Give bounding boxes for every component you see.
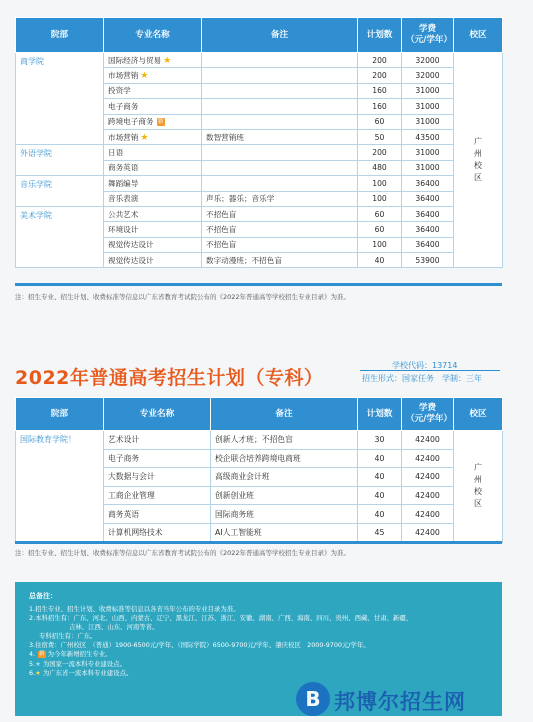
note-line-2: 2.本科招生有：广东、河北、山西、内蒙古、辽宁、黑龙江、江苏、浙江、安徽、湖南、广西、海南、四川、贵州、西藏、甘肃、新疆、 <box>29 614 413 623</box>
cell-remark: 创新人才班；不招色盲 <box>211 431 358 450</box>
new-badge-icon: 新 <box>39 650 45 657</box>
note-4-text: 为今年新增招生专业。 <box>47 650 112 659</box>
cell-fee: 31000 <box>402 83 454 98</box>
cell-major <box>104 253 202 268</box>
cell-fee: 31000 <box>402 160 454 175</box>
cell-major <box>104 523 211 542</box>
cell-major <box>104 206 202 221</box>
cell-fee: 42400 <box>402 449 454 468</box>
cell-major <box>104 83 202 98</box>
major-name: 环境设计 <box>108 224 139 234</box>
cell-plan: 480 <box>358 160 402 175</box>
table-header-row <box>16 18 503 53</box>
major-name: 计算机网络技术 <box>108 528 163 538</box>
major-name: 视觉传达设计 <box>108 255 154 265</box>
cell-fee: 36400 <box>402 191 454 206</box>
header-major: 专业名称 <box>104 398 211 431</box>
cell-major <box>104 129 202 144</box>
cell-fee: 32000 <box>402 68 454 83</box>
header-plan: 计划数 <box>358 18 402 53</box>
cell-remark <box>202 99 358 114</box>
cell-major <box>104 145 202 160</box>
section2-heading: 2022年普通高考招生计划（专科） <box>15 367 324 389</box>
cell-plan: 50 <box>358 129 402 144</box>
major-name: 跨境电子商务 <box>108 117 154 127</box>
campus-name: 广州校区 <box>474 463 482 509</box>
cell-fee: 42400 <box>402 468 454 487</box>
cell-plan: 200 <box>358 53 402 68</box>
cell-major <box>104 191 202 206</box>
cell-plan: 100 <box>358 176 402 191</box>
cell-college: 国际教育学院！ <box>16 431 104 543</box>
undergrad-plan-table <box>15 17 503 268</box>
cell-remark <box>202 83 358 98</box>
cell-major <box>104 468 211 487</box>
cell-plan: 45 <box>358 523 402 542</box>
watermark-mark-icon: B <box>296 682 330 716</box>
cell-remark <box>202 53 358 68</box>
cell-major <box>104 222 202 237</box>
table-row <box>16 176 503 191</box>
cell-plan: 40 <box>358 468 402 487</box>
cell-fee: 31000 <box>402 145 454 160</box>
note-line-6 <box>29 669 488 678</box>
note-line-4 <box>29 650 488 659</box>
cell-plan: 60 <box>358 206 402 221</box>
cell-college: 美术学院 <box>16 206 104 268</box>
major-name: 市场营销 <box>108 71 139 81</box>
header-major: 专业名称 <box>104 18 202 53</box>
cell-major <box>104 160 202 175</box>
cell-fee: 36400 <box>402 222 454 237</box>
cell-major <box>104 505 211 524</box>
cell-major <box>104 486 211 505</box>
note-5-text: 为国家一流本科专业建设点。 <box>42 659 126 668</box>
junior-college-plan-table <box>15 397 503 543</box>
blue-star-icon: ★ <box>35 659 41 668</box>
major-name: 商务英语 <box>108 509 140 519</box>
provincial-first-class-star-icon: ★ <box>163 55 172 66</box>
cell-plan: 30 <box>358 431 402 450</box>
major-name: 市场营销 <box>108 132 139 142</box>
major-name: 日语 <box>108 148 124 158</box>
major-name: 商务英语 <box>108 163 139 173</box>
header-campus: 校区 <box>454 398 503 431</box>
cell-plan: 200 <box>358 145 402 160</box>
major-name: 音乐表演 <box>108 194 139 204</box>
major-name: 公共艺术 <box>108 209 139 219</box>
note-line-5 <box>29 660 488 669</box>
note-line-1: 1.招生专业、招生计划、收费标准等信息以各省当年公布的专业目录为准。 <box>29 604 240 613</box>
cell-major <box>104 114 202 129</box>
cell-major <box>104 449 211 468</box>
cell-remark: 声乐；器乐；音乐学 <box>202 191 358 206</box>
cell-fee: 42400 <box>402 431 454 450</box>
header-fee: 学费 （元/学年） <box>402 18 454 53</box>
cell-plan: 60 <box>358 114 402 129</box>
admission-attributes: 招生形式：国家任务 学制：三年 <box>362 374 482 383</box>
cell-fee: 42400 <box>402 523 454 542</box>
header-campus: 校区 <box>454 18 503 53</box>
cell-plan: 100 <box>358 191 402 206</box>
note-5-number: 5. <box>29 659 36 668</box>
cell-plan: 60 <box>358 222 402 237</box>
header-fee: 学费 （元/学年） <box>402 398 454 431</box>
cell-plan: 160 <box>358 99 402 114</box>
cell-college: 音乐学院 <box>16 176 104 207</box>
note-line-2c: 专科招生有：广东。 <box>39 632 97 641</box>
major-name: 电子商务 <box>108 453 140 463</box>
cell-remark: AI人工智能班 <box>211 523 358 542</box>
major-name: 投资学 <box>108 86 131 96</box>
cell-major <box>104 431 211 450</box>
table-row <box>16 431 503 450</box>
cell-fee: 53900 <box>402 253 454 268</box>
campus-name: 广州校区 <box>474 137 482 183</box>
cell-college: 外语学院 <box>16 145 104 176</box>
cell-fee: 36400 <box>402 237 454 252</box>
cell-plan: 40 <box>358 505 402 524</box>
header-plan: 计划数 <box>358 398 402 431</box>
cell-remark: 数字动漫班；不招色盲 <box>202 253 358 268</box>
cell-plan: 200 <box>358 68 402 83</box>
cell-remark: 不招色盲 <box>202 237 358 252</box>
major-name: 视觉传达设计 <box>108 240 154 250</box>
cell-plan: 160 <box>358 83 402 98</box>
cell-fee: 31000 <box>402 99 454 114</box>
table-row <box>16 206 503 221</box>
cell-plan: 100 <box>358 237 402 252</box>
cell-fee: 42400 <box>402 486 454 505</box>
watermark-logo <box>296 682 506 716</box>
new-major-badge-icon: 新 <box>157 118 164 126</box>
cell-major <box>104 237 202 252</box>
cell-remark: 数智营销班 <box>202 129 358 144</box>
header-remark: 备注 <box>202 18 358 53</box>
cell-plan: 40 <box>358 253 402 268</box>
cell-remark: 高级商业会计班 <box>211 468 358 487</box>
school-code: 学校代码：13714 <box>392 361 458 370</box>
meta-divider <box>360 370 500 371</box>
header-college: 院部 <box>16 18 104 53</box>
cell-plan: 40 <box>358 449 402 468</box>
watermark-text: 邦博尔招生网 <box>334 690 466 714</box>
major-name: 国际经济与贸易 <box>108 55 162 65</box>
notes-title: 总备注： <box>29 592 57 600</box>
cell-remark: 创新创业班 <box>211 486 358 505</box>
cell-remark <box>202 160 358 175</box>
cell-campus <box>454 431 503 543</box>
cell-remark: 校企联合培养跨境电商班 <box>211 449 358 468</box>
cell-plan: 40 <box>358 486 402 505</box>
cell-campus <box>454 53 503 268</box>
provincial-first-class-star-icon: ★ <box>140 71 149 82</box>
gold-star-icon: ★ <box>35 668 41 677</box>
cell-major <box>104 176 202 191</box>
note-4-number: 4. <box>29 650 36 659</box>
table1-bottom-rule <box>15 283 502 286</box>
header-remark: 备注 <box>211 398 358 431</box>
table-row <box>16 145 503 160</box>
cell-fee: 32000 <box>402 53 454 68</box>
cell-college: 商学院 <box>16 53 104 145</box>
header-college: 院部 <box>16 398 104 431</box>
cell-remark <box>202 145 358 160</box>
cell-remark <box>202 176 358 191</box>
cell-major <box>104 68 202 83</box>
cell-remark <box>202 114 358 129</box>
table-header-row <box>16 398 503 431</box>
cell-fee: 36400 <box>402 206 454 221</box>
cell-fee: 31000 <box>402 114 454 129</box>
cell-fee: 42400 <box>402 505 454 524</box>
cell-remark: 不招色盲 <box>202 206 358 221</box>
major-name: 工商企业管理 <box>108 491 155 501</box>
provincial-first-class-star-icon: ★ <box>140 132 149 143</box>
table2-bottom-rule <box>15 541 502 544</box>
major-name: 大数据与会计 <box>108 472 155 482</box>
cell-major <box>104 53 202 68</box>
cell-remark: 国际商务班 <box>211 505 358 524</box>
note-line-3: 3.住宿费：广州校区 （普通）1900-6500元/学年、（国际学院）6500-9700元/学年、肇庆校区 2000-9700元/学年。 <box>29 641 370 650</box>
cell-major <box>104 99 202 114</box>
table1-note: 注：招生专业、招生计划、收费标准等信息以广东省教育考试院公布的《2022年普通高等学校招生专业目录》为准。 <box>15 293 351 301</box>
note-line-2b: 吉林、江西、山东、河南等省。 <box>69 623 159 632</box>
cell-remark <box>202 68 358 83</box>
note-6-number: 6. <box>29 668 36 677</box>
table-row <box>16 53 503 68</box>
cell-fee: 43500 <box>402 129 454 144</box>
cell-fee: 36400 <box>402 176 454 191</box>
cell-remark: 不招色盲 <box>202 222 358 237</box>
table2-note: 注：招生专业、招生计划、收费标准等信息以广东省教育考试院公布的《2022年普通高等学校招生专业目录》为准。 <box>15 549 351 557</box>
major-name: 电子商务 <box>108 101 139 111</box>
major-name: 艺术设计 <box>108 435 140 445</box>
note-6-text: 为广东省一流本科专业建设点。 <box>42 668 133 677</box>
major-name: 舞蹈编导 <box>108 178 139 188</box>
